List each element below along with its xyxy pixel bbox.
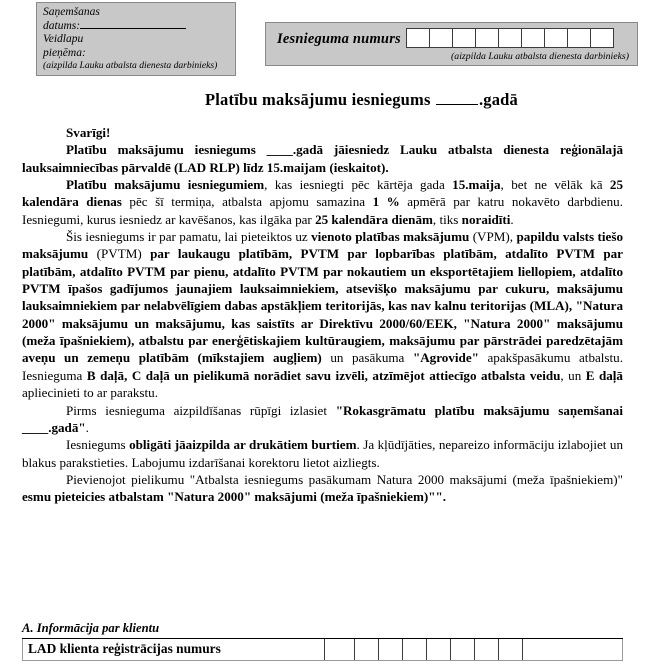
p2-s2: , kas iesniegti pēc kārtēja gada <box>264 177 453 193</box>
p3-s8: "Agrovide" <box>412 350 479 366</box>
receipt-line-4: pieņēma: <box>43 46 86 59</box>
p4-s2: "Rokasgrāmatu platību maksājumu saņemšanai <box>335 402 623 418</box>
receipt-date-blank[interactable] <box>80 19 186 29</box>
p3-s12: E daļā <box>585 367 623 383</box>
p3-s9: apakšpasākumu atbalstu. Iesnieguma <box>22 350 623 383</box>
page-title-year-blank[interactable] <box>436 92 478 105</box>
p4-s1: Pirms iesnieguma aizpildīšanas rūpīgi izlasiet <box>66 402 336 418</box>
p2-s6: pēc šī termiņa, atbalsta apjomu samazina <box>121 194 373 210</box>
receipt-date-label: datums: <box>43 20 81 33</box>
p3-s6: par laukaugu platībām, PVTM par lopbarības platībām, atdalīto PVTM par platībām, atdalīto PVTM par pienu, atdalīto PVTM par nokautiem un eksportētajiem liellopiem, atdalīto PVTM īpašos gadījumos jaunajiem lauksaimniekiem, atsevišķo maksājumu par cukuru, maksājumu lauksaimniekiem par nelabvēlīgiem dabas apstākļiem teritorijās, kas nav kalnu teritorijas (MLA), "Natura 2000" maksājumu un maksājumu, kas saistīts ar Direktīvu 2000/60/EEK, "Natura 2000" maksājumu (meža īpašniekiem), atbalstu par enerģētiskajiem kultūraugiem, maksājumu par pārstrādei paredzētajām aveņu un zemeņu platībām (mīkstajiem augļiem) <box>22 246 623 366</box>
p3-s2: vienoto platības maksājumu <box>311 229 470 245</box>
client-number-cell[interactable] <box>499 639 523 660</box>
p5-s1: Iesniegums <box>66 437 130 453</box>
p3-s5: (PVTM) <box>88 246 151 262</box>
number-cell[interactable] <box>406 28 430 48</box>
page-title <box>0 90 645 110</box>
p4-s4: . <box>85 419 89 435</box>
application-number-note: (aizpilda Lauku atbalsta dienesta darbinieks) <box>451 51 629 62</box>
number-cell[interactable] <box>544 28 568 48</box>
receipt-line-3: Veidlapu <box>43 33 84 46</box>
application-number-label: Iesnieguma numurs <box>277 31 401 47</box>
p2-s4: , bet ne vēlāk kā <box>500 177 610 193</box>
paragraph-natura-annex <box>22 471 623 506</box>
application-number-box <box>265 22 638 66</box>
p2-s1: Platību maksājumu iesniegumiem <box>66 177 265 193</box>
p6-s2: esmu pieteicies atbalstam "Natura 2000" maksājumi (meža īpašniekiem)"" <box>22 489 443 505</box>
page-title-suffix: .gadā <box>478 90 519 109</box>
number-cell[interactable] <box>590 28 614 48</box>
receipt-date-line <box>43 19 230 33</box>
client-number-cell[interactable] <box>451 639 475 660</box>
client-number-cell[interactable] <box>475 639 499 660</box>
receipt-stamp-box <box>36 2 236 76</box>
p2-s5: 25 kalendāra dienas <box>22 177 623 210</box>
p6-s3: . <box>442 489 447 505</box>
receipt-note: (aizpilda Lauku atbalsta dienesta darbinieks) <box>43 59 218 71</box>
number-cell[interactable] <box>452 28 476 48</box>
section-a-client-info <box>22 621 623 661</box>
p2-s10: , tiks <box>432 211 462 227</box>
p1-year-blank[interactable]: ____ <box>266 142 293 158</box>
p5-s2: obligāti jāaizpilda ar drukātiem burtiem <box>129 437 357 453</box>
client-registration-cells[interactable] <box>325 639 523 660</box>
p3-s13: apliecinieti to ar parakstu. <box>22 385 158 401</box>
number-cell[interactable] <box>567 28 591 48</box>
number-cell[interactable] <box>498 28 522 48</box>
client-number-cell[interactable] <box>331 639 355 660</box>
p3-s7: un pasākuma <box>321 350 413 366</box>
page-title-prefix: Platību maksājumu iesniegums <box>204 90 435 109</box>
document-header <box>0 0 645 80</box>
important-heading: Svarīgi! <box>66 125 111 140</box>
paragraph-late-submission <box>22 176 623 228</box>
paragraph-support-types <box>22 228 623 401</box>
number-cell[interactable] <box>429 28 453 48</box>
paragraph-block-letters <box>22 436 623 471</box>
number-cell[interactable] <box>521 28 545 48</box>
paragraph-handbook <box>22 402 623 437</box>
p1-bold-1: Platību maksājumu iesniegums <box>66 142 267 158</box>
p2-s8: apmērā par katru nokavēto darbdienu. Iesniegumi, kurus iesniedz ar kavēšanos, kas ilgāka par <box>22 194 623 227</box>
p2-s9: 25 kalendāra dienām <box>315 211 433 227</box>
p4-s3: .gadā" <box>48 419 86 435</box>
application-number-cells[interactable] <box>406 28 613 48</box>
p2-s12: . <box>510 211 514 227</box>
receipt-line-1: Saņemšanas <box>43 6 100 18</box>
p4-year-blank[interactable]: ____ <box>22 419 49 435</box>
p2-s3: 15.maija <box>452 177 501 193</box>
client-registration-label: LAD klienta reģistrācijas numurs <box>23 639 325 660</box>
p2-s11: noraidīti <box>461 211 511 227</box>
client-registration-row <box>22 639 623 661</box>
p3-s10: B daļā, C daļā un pielikumā norādiet savu izvēli, atzīmējot attiecīgo atbalsta veidu <box>86 367 561 383</box>
p3-s4: papildu valsts tiešo maksājumu <box>22 229 623 262</box>
p3-s1: Šis iesniegums ir par pamatu, lai pieteiktos uz <box>66 229 312 245</box>
client-number-cell[interactable] <box>403 639 427 660</box>
instructions-body <box>22 124 623 506</box>
client-number-cell[interactable] <box>379 639 403 660</box>
p3-s11: , un <box>560 367 586 383</box>
p3-s3: (VPM), <box>469 229 517 245</box>
client-number-cell[interactable] <box>427 639 451 660</box>
number-cell[interactable] <box>475 28 499 48</box>
p1-bold-2: .gadā jāiesniedz Lauku atbalsta dienesta reģionālajā lauksaimniecības pārvaldē (LAD RLP) līdz 15.maijam (ieskaitot). <box>22 142 623 175</box>
paragraph-deadline <box>22 141 623 176</box>
p6-s1: Pievienojot pielikumu "Atbalsta iesniegums pasākumam Natura 2000 maksājumi (meža īpašniekiem)" <box>66 471 623 487</box>
client-number-cell[interactable] <box>355 639 379 660</box>
p5-s3: . Ja kļūdījāties, nepareizo informāciju izlabojiet un blakus parakstieties. Labojumu izdarīšanai korektoru lietot aizliegts. <box>22 437 623 470</box>
p2-s7: 1 % <box>372 194 400 210</box>
section-a-title: A. Informācija par klientu <box>22 621 160 635</box>
